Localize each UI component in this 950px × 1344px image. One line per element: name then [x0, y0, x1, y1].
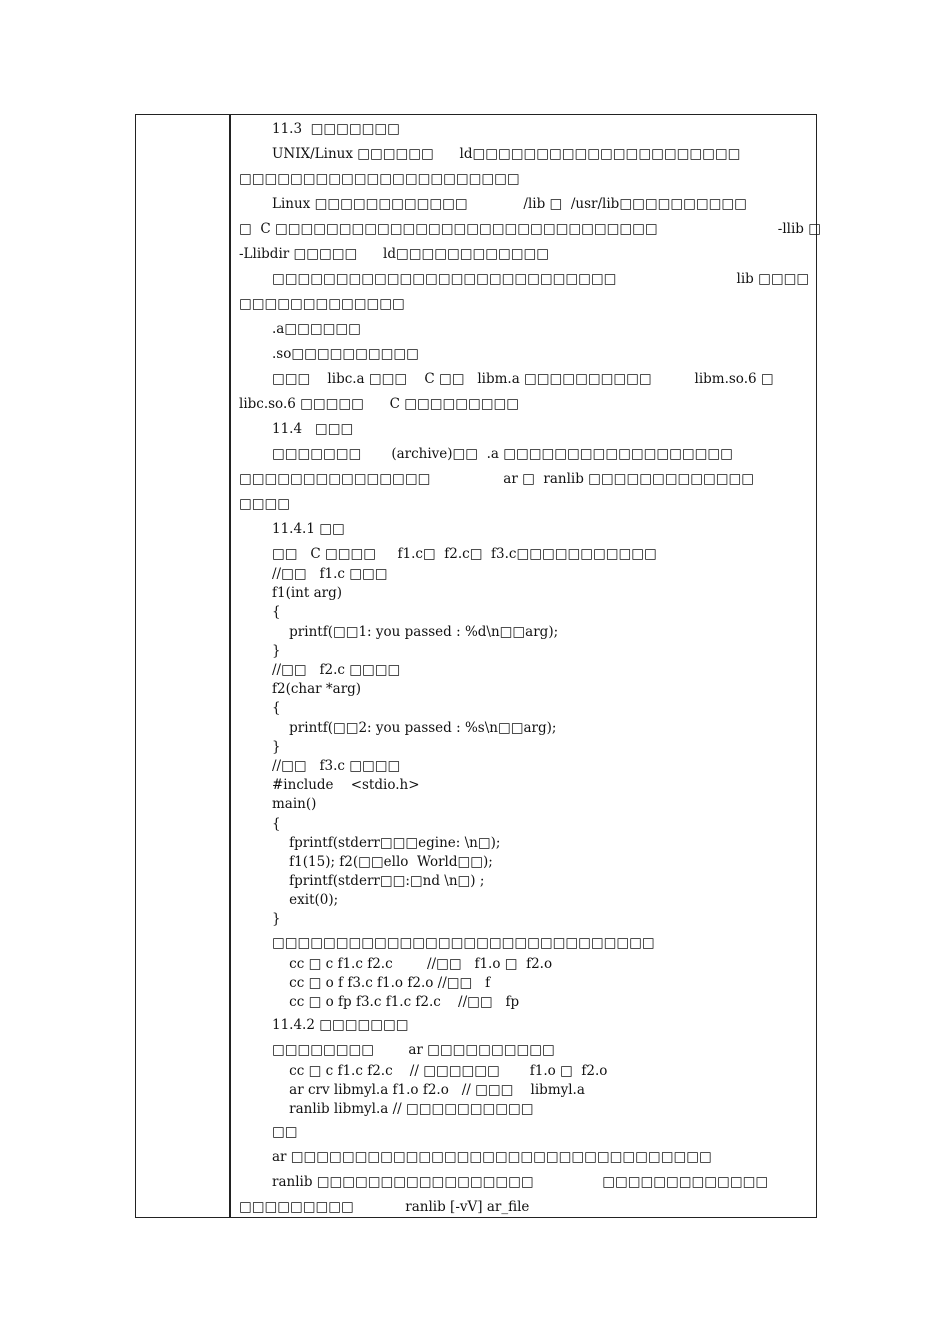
paragraph-line: □□□□□□□□□□□□□□□□□□□□□□: [239, 171, 520, 187]
code-line: fprintf(stderr□□□egine: \n□);: [272, 835, 501, 851]
code-line: fprintf(stderr□□:□nd \n□) ;: [272, 873, 485, 889]
code-line: {: [272, 604, 281, 620]
code-line: }: [272, 739, 281, 755]
code-line: exit(0);: [272, 892, 339, 908]
code-line: //□□ f2.c □□□□: [272, 662, 401, 678]
code-line: f2(char *arg): [272, 681, 362, 697]
paragraph-line: □□□□□□□□□□□□□□□ ar □ ranlib □□□□□□□□□□□□□: [239, 471, 754, 487]
code-line: {: [272, 816, 281, 832]
paragraph-line: □□□□: [239, 496, 291, 512]
paragraph-line: □□: [272, 1124, 298, 1140]
paragraph-line: □ C □□□□□□□□□□□□□□□□□□□□□□□□□□□□□□ -llib □: [239, 221, 821, 237]
paragraph-line: □□□□□□□□ ar □□□□□□□□□□: [272, 1042, 555, 1058]
section-heading-11-4-2: 11.4.2 □□□□□□□: [272, 1017, 409, 1033]
column-divider: [229, 114, 231, 1218]
code-line: ar crv libmyl.a f1.o f2.o // □□□ libmyl.a: [272, 1082, 585, 1098]
code-line: #include <stdio.h>: [272, 777, 420, 793]
code-line: cc □ o f f3.c f1.o f2.o //□□ f: [272, 975, 491, 991]
list-item-a: .a□□□□□□: [272, 321, 361, 337]
code-line: cc □ o fp f3.c f1.c f2.c //□□ fp: [272, 994, 520, 1010]
paragraph-line: ar □□□□□□□□□□□□□□□□□□□□□□□□□□□□□□□□□: [272, 1149, 712, 1165]
code-line: //□□ f1.c □□□: [272, 566, 388, 582]
list-item-so: .so□□□□□□□□□□: [272, 346, 419, 362]
section-heading-11-4-1: 11.4.1 □□: [272, 521, 345, 537]
paragraph-line: □□□□□□□□□□□□□□□□□□□□□□□□□□□ lib □□□□: [272, 271, 810, 287]
code-line: printf(□□2: you passed : %s\n□□arg);: [272, 720, 557, 736]
code-line: f1(15); f2(□□ello World□□);: [272, 854, 493, 870]
code-line: main(): [272, 796, 317, 812]
paragraph-line: -Llibdir □□□□□ ld□□□□□□□□□□□□: [239, 246, 550, 262]
code-line: ranlib libmyl.a // □□□□□□□□□□: [272, 1101, 534, 1117]
section-heading-11-3: 11.3 □□□□□□□: [272, 121, 400, 137]
code-line: cc □ c f1.c f2.c //□□ f1.o □ f2.o: [272, 956, 553, 972]
paragraph-line: □□□□□□□□□□□□□: [239, 296, 405, 312]
section-heading-11-4: 11.4 □□□: [272, 421, 354, 437]
paragraph-line: Linux □□□□□□□□□□□□ /lib □ /usr/lib□□□□□□□□□□: [272, 196, 747, 212]
paragraph-line: □□□ libc.a □□□ C □□ libm.a □□□□□□□□□□ libm.so.6 □: [272, 371, 774, 387]
code-line: //□□ f3.c □□□□: [272, 758, 401, 774]
paragraph-line: □□□□□□□□□ ranlib [-vV] ar_file: [239, 1199, 530, 1215]
code-line: {: [272, 700, 281, 716]
paragraph-line: □□□□□□□ (archive)□□ .a □□□□□□□□□□□□□□□□□□: [272, 446, 733, 462]
code-line: f1(int arg): [272, 585, 342, 601]
code-line: printf(□□1: you passed : %d\n□□arg);: [272, 624, 559, 640]
paragraph-line: UNIX/Linux □□□□□□ ld□□□□□□□□□□□□□□□□□□□□□: [272, 146, 741, 162]
code-line: }: [272, 643, 281, 659]
code-line: }: [272, 911, 281, 927]
paragraph-line: □□□□□□□□□□□□□□□□□□□□□□□□□□□□□□: [272, 935, 655, 951]
paragraph-line: ranlib □□□□□□□□□□□□□□□□□ □□□□□□□□□□□□□: [272, 1174, 769, 1190]
paragraph-line: □□ C □□□□ f1.c□ f2.c□ f3.c□□□□□□□□□□□: [272, 546, 657, 562]
paragraph-line: libc.so.6 □□□□□ C □□□□□□□□□: [239, 396, 520, 412]
code-line: cc □ c f1.c f2.c // □□□□□□ f1.o □ f2.o: [272, 1063, 608, 1079]
